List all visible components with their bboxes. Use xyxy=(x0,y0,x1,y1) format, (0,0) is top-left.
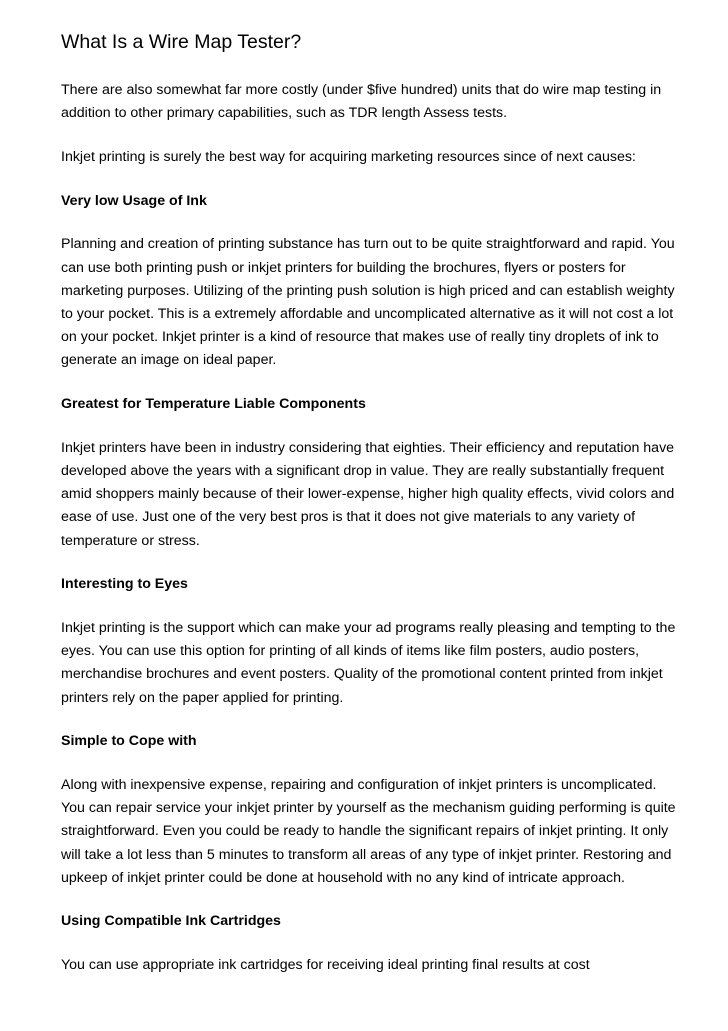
document-page xyxy=(61,30,681,998)
section-heading-temperature: Greatest for Temperature Liable Components xyxy=(61,396,366,413)
paragraph-low-ink: Planning and creation of printing substance has turn out to be quite straightforward and rapid. You can use both printing push or inkjet printers for building the brochures, flyers or posters for marketing purposes. Utilizing of the printing push solution is high priced and can establish weighty to your pocket. This is a extremely affordable and uncomplicated alternative as it will not cost a lot on your pocket. Inkjet printer is a kind of resource that makes use of really tiny droplets of ink to generate an image on ideal paper. xyxy=(61,236,675,369)
section-heading-eyes: Interesting to Eyes xyxy=(61,576,188,593)
paragraph-temperature: Inkjet printers have been in industry considering that eighties. Their efficiency and reputation have developed above the years with a significant drop in value. They are really substantially frequent amid shoppers mainly because of their lower-expense, higher high quality effects, vivid colors and ease of use. Just one of the very best pros is that it does not give materials to any variety of temperature or stress. xyxy=(61,439,675,549)
paragraph-intro-wire-map: There are also somewhat far more costly (under $five hundred) units that do wire map testing in addition to other primary capabilities, such as TDR length Assess tests. xyxy=(61,82,662,122)
page-title: What Is a Wire Map Tester? xyxy=(61,31,302,53)
section-heading-low-ink: Very low Usage of Ink xyxy=(61,192,207,209)
paragraph-cope: Along with inexpensive expense, repairing and configuration of inkjet printers is uncomplicated. You can repair service your inkjet printer by yourself as the mechanism guiding performing is quite straightforward. Even you could be ready to handle the significant repairs of inkjet printing. It only will take a lot less than 5 minutes to transform all areas of any type of inkjet printer. Restoring and upkeep of inkjet printer could be done at household with no any kind of intricate approach. xyxy=(61,776,676,886)
paragraph-inkjet-intro: Inkjet printing is surely the best way for acquiring marketing resources since of next causes: xyxy=(61,148,636,165)
section-heading-cope: Simple to Cope with xyxy=(61,733,197,750)
section-heading-cartridges: Using Compatible Ink Cartridges xyxy=(61,913,281,930)
paragraph-eyes: Inkjet printing is the support which can make your ad programs really pleasing and tempting to the eyes. You can use this option for printing of all kinds of items like film posters, audio posters, merchandise brochures and event posters. Quality of the promotional content printed from inkjet printers rely on the paper applied for printing. xyxy=(61,619,676,706)
paragraph-cartridges: You can use appropriate ink cartridges for receiving ideal printing final results at cost xyxy=(61,957,590,974)
